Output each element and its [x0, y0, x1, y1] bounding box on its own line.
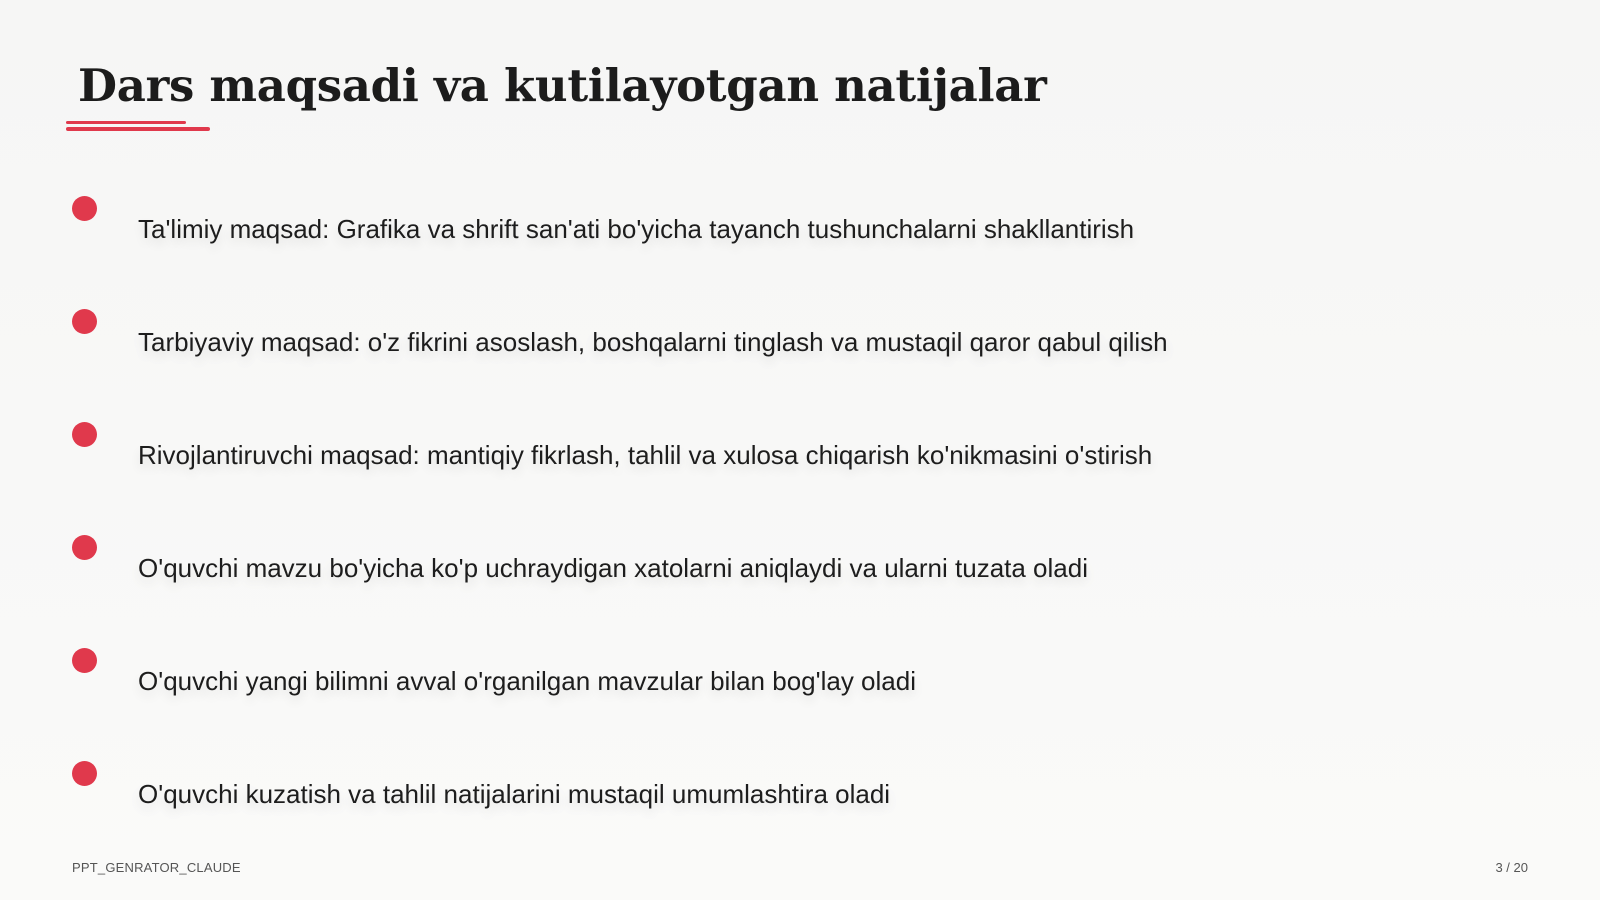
- bullet-text: Rivojlantiruvchi maqsad: mantiqiy fikrlash, tahlil va xulosa chiqarish ko'nikmasini o'stirish: [138, 440, 1153, 470]
- bullet-dot-icon: [72, 761, 97, 786]
- list-item: [72, 648, 1372, 718]
- bullet-text: O'quvchi yangi bilimni avval o'rganilgan mavzular bilan bog'lay oladi: [138, 666, 916, 696]
- list-item: [72, 196, 1372, 266]
- list-item: [72, 422, 1372, 492]
- bullet-dot-icon: [72, 535, 97, 560]
- bullet-text: O'quvchi kuzatish va tahlil natijalarini mustaqil umumlashtira oladi: [138, 779, 891, 809]
- bullet-text: Tarbiyaviy maqsad: o'z fikrini asoslash, boshqalarni tinglash va mustaqil qaror qabul qilish: [138, 327, 1168, 357]
- footer-brand: PPT_GENRATOR_CLAUDE: [72, 860, 241, 875]
- bullet-dot-icon: [72, 422, 97, 447]
- title-underline-thin: [66, 121, 186, 124]
- bullet-text: O'quvchi mavzu bo'yicha ko'p uchraydigan xatolarni aniqlaydi va ularni tuzata oladi: [138, 553, 1088, 583]
- title-underline: [66, 121, 210, 133]
- bullet-dot-icon: [72, 648, 97, 673]
- list-item: [72, 309, 1372, 379]
- page-indicator: 3 / 20: [1495, 860, 1528, 875]
- bullet-dot-icon: [72, 196, 97, 221]
- list-item: [72, 535, 1372, 605]
- bullet-text: Ta'limiy maqsad: Grafika va shrift san'ati bo'yicha tayanch tushunchalarni shakllantirish: [138, 214, 1135, 244]
- list-item: [72, 761, 1372, 831]
- slide-title: Dars maqsadi va kutilayotgan natijalar: [78, 59, 1047, 112]
- bullet-dot-icon: [72, 309, 97, 334]
- title-underline-thick: [66, 127, 210, 131]
